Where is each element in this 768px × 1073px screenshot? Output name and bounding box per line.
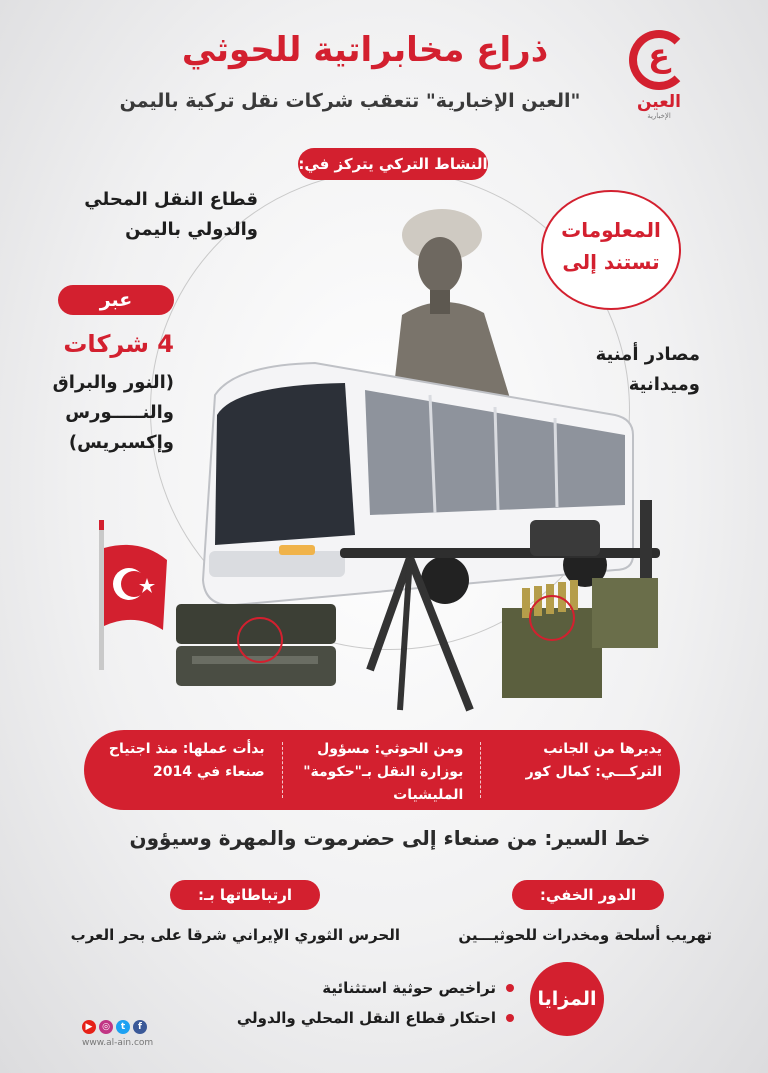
route-text: خط السير: من صنعاء إلى حضرموت والمهرة وسيؤون	[129, 826, 651, 850]
focus-text-line: والدولي باليمن	[125, 219, 258, 240]
youtube-icon[interactable]: ▶	[82, 1020, 96, 1034]
focus-text-line: قطاع النقل المحلي	[84, 189, 258, 210]
page-title: ذراع مخابراتية للحوثي	[181, 30, 549, 70]
advantage-item: احتكار قطاع النقل المحلي والدولي	[200, 1003, 514, 1033]
facebook-icon[interactable]: f	[133, 1020, 147, 1034]
social-links	[82, 1020, 147, 1034]
logo-name: العين	[636, 92, 682, 112]
links-text: الحرس الثوري الإيراني شرقا على بحر العرب	[70, 926, 400, 944]
bubble-line: تستند إلى	[562, 250, 660, 274]
sources-line: وميدانية	[628, 374, 700, 395]
fact-operator: يديرها من الجانب التركـــي: كمال كور	[525, 741, 662, 780]
page-subtitle: "العين الإخبارية" تتعقب شركات نقل تركية باليمن	[119, 90, 581, 112]
advantages-label: المزايا	[530, 962, 604, 1036]
weapon-case-illustration	[172, 600, 342, 690]
site-url[interactable]: www.al-ain.com	[82, 1038, 154, 1048]
companies-count: 4 شركات	[63, 330, 174, 358]
companies-list	[40, 368, 174, 458]
twitter-icon[interactable]: t	[116, 1020, 130, 1034]
focus-label: النشاط التركي يتركز في:	[298, 148, 488, 180]
company-line: (النور والبراق	[52, 372, 174, 393]
focus-text	[40, 185, 258, 245]
advantages-list	[200, 973, 514, 1033]
fact-start-date: بدأت عملها: منذ اجتياح صنعاء في 2014	[84, 730, 283, 810]
bubble-line: المعلومات	[561, 218, 661, 242]
logo-glyph: ع	[648, 36, 670, 74]
info-bubble	[541, 190, 681, 310]
brand-logo	[624, 30, 694, 118]
company-line: والنـــــورس	[65, 402, 174, 423]
fact-houthi-official: ومن الحوثي: مسؤول بوزارة النقل بـ"حكومة" المليشيات	[283, 730, 482, 810]
links-label: ارتباطاتها بـ:	[170, 880, 320, 910]
logo-sub: الإخبارية	[647, 112, 671, 120]
instagram-icon[interactable]: ◎	[99, 1020, 113, 1034]
via-label: عبر	[58, 285, 174, 315]
sources-line: مصادر أمنية	[595, 344, 700, 365]
ammo-box-illustration	[492, 568, 664, 700]
hidden-role-label: الدور الخفي:	[512, 880, 664, 910]
facts-bar	[84, 730, 680, 810]
company-line: وإكسبريس)	[68, 432, 174, 453]
turkish-flag-illustration	[85, 520, 175, 670]
hidden-role-text: تهريب أسلحة ومخدرات للحوثيـــين	[458, 926, 712, 944]
advantage-item: تراخيص حوثية استثنائية	[200, 973, 514, 1003]
